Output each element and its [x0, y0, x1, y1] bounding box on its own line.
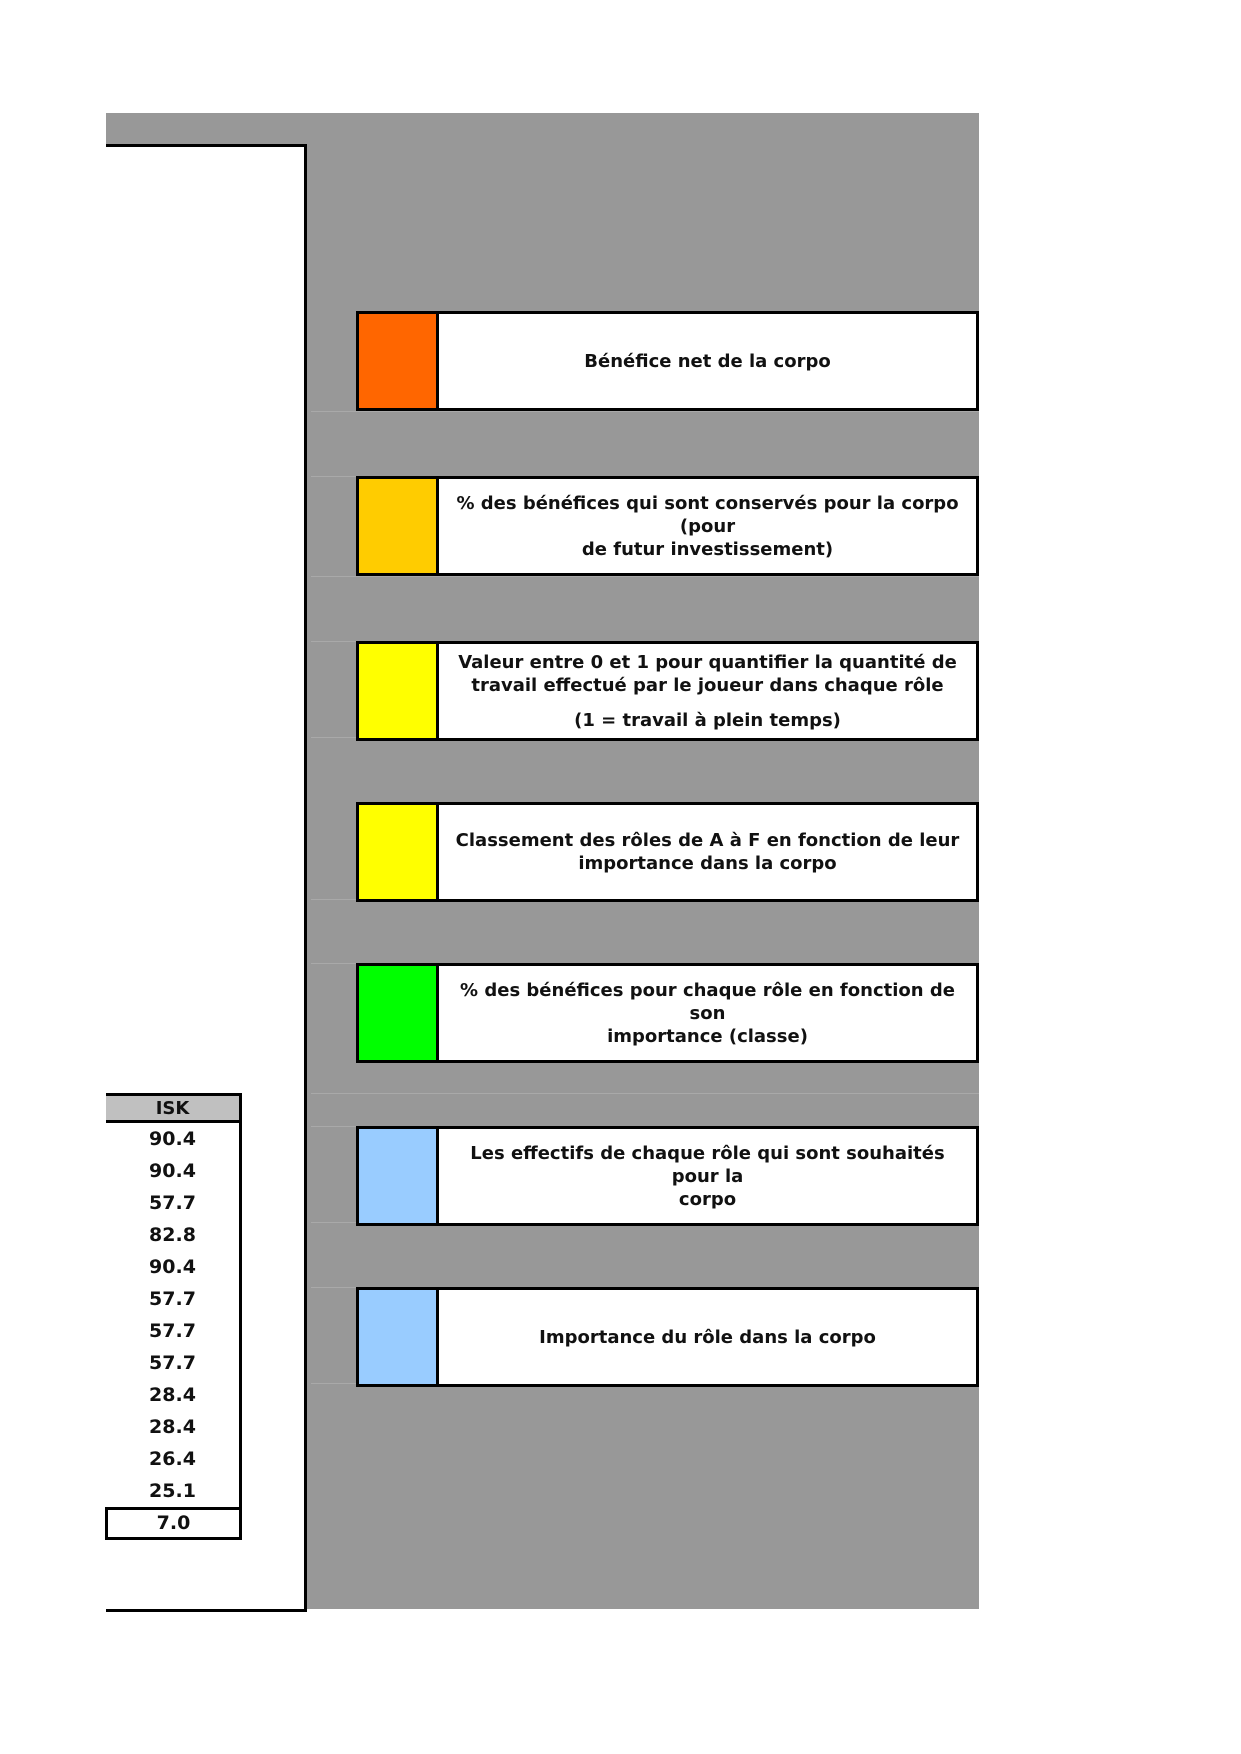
isk-value-cell[interactable]: 57.7: [149, 1352, 196, 1374]
isk-value-cell[interactable]: 28.4: [149, 1416, 196, 1438]
legend-text-line: % des bénéfices qui sont conservés pour la corpo (pour: [456, 492, 959, 537]
isk-value-cell[interactable]: 28.4: [149, 1384, 196, 1406]
legend-description[interactable]: [436, 1287, 979, 1387]
row-divider: [311, 1093, 979, 1094]
legend-description[interactable]: [436, 641, 979, 741]
legend-color-swatch[interactable]: [356, 802, 436, 902]
legend-text-line: Classement des rôles de A à F en fonction de leur: [455, 830, 960, 851]
legend-text-line: Les effectifs de chaque rôle qui sont souhaités pour la: [470, 1142, 945, 1187]
legend-color-swatch[interactable]: [356, 963, 436, 1063]
legend-row: [356, 311, 979, 411]
isk-column-values: [106, 1123, 242, 1507]
isk-total-cell[interactable]: 7.0: [105, 1507, 242, 1540]
legend-text-line: % des bénéfices pour chaque rôle en fonction de son: [460, 979, 955, 1024]
row-divider: [311, 576, 979, 577]
isk-value-cell[interactable]: 57.7: [149, 1192, 196, 1214]
legend-text-line: Bénéfice net de la corpo: [584, 350, 831, 372]
isk-value-cell[interactable]: 57.7: [149, 1288, 196, 1310]
legend-description[interactable]: [436, 963, 979, 1063]
legend-row: [356, 1287, 979, 1387]
legend-description[interactable]: [436, 802, 979, 902]
legend-row: [356, 802, 979, 902]
legend-color-swatch[interactable]: [356, 1126, 436, 1226]
legend-row: [356, 641, 979, 741]
isk-value-cell[interactable]: 90.4: [149, 1256, 196, 1278]
legend-text-line: corpo: [678, 1188, 737, 1210]
legend-color-swatch[interactable]: [356, 641, 436, 741]
legend-text-line: Valeur entre 0 et 1 pour quantifier la quantité de: [458, 651, 957, 673]
isk-column-header[interactable]: ISK: [106, 1093, 242, 1123]
isk-value-cell[interactable]: 26.4: [149, 1448, 196, 1470]
legend-text-line: importance dans la corpo: [578, 853, 837, 874]
legend-description[interactable]: [436, 1126, 979, 1226]
legend-row: [356, 1126, 979, 1226]
legend-description[interactable]: [436, 476, 979, 576]
isk-value-cell[interactable]: 90.4: [149, 1160, 196, 1182]
legend-text-line: importance (classe): [607, 1025, 808, 1047]
isk-value-cell[interactable]: 57.7: [149, 1320, 196, 1342]
legend-description[interactable]: [436, 311, 979, 411]
legend-color-swatch[interactable]: [356, 311, 436, 411]
isk-value-cell[interactable]: 25.1: [149, 1480, 196, 1502]
legend-text-line: travail effectué par le joueur dans chaque rôle: [471, 674, 944, 696]
legend-color-swatch[interactable]: [356, 476, 436, 576]
legend-text-line: de futur investissement): [581, 538, 834, 560]
isk-table: [106, 1093, 242, 1540]
isk-value-cell[interactable]: 90.4: [149, 1128, 196, 1150]
isk-value-cell[interactable]: 82.8: [149, 1224, 196, 1246]
legend-row: [356, 476, 979, 576]
legend-row: [356, 963, 979, 1063]
legend-color-swatch[interactable]: [356, 1287, 436, 1387]
legend-text-line: Importance du rôle dans la corpo: [539, 1326, 876, 1348]
legend-note: (1 = travail à plein temps): [574, 709, 841, 731]
row-divider: [311, 411, 979, 412]
